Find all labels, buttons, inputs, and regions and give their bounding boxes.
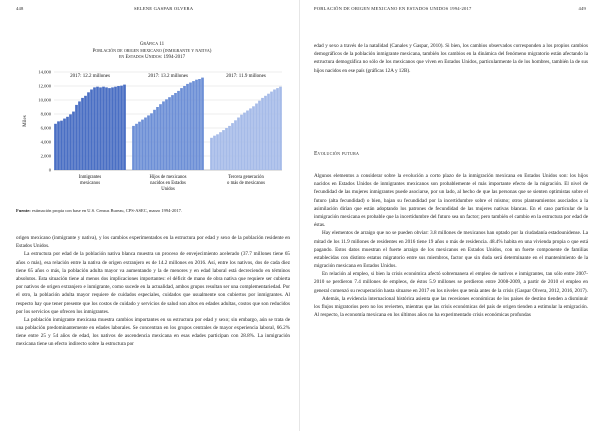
chart-bar <box>117 86 120 170</box>
y-axis-label: Miles <box>23 115 28 127</box>
y-tick-label: 4,000 <box>40 139 51 145</box>
chart-bar <box>246 111 249 171</box>
chart-bar <box>63 119 66 170</box>
figure-title-line2: en Estados Unidos: 1994-2017 <box>118 55 186 61</box>
category-label: mexicanos <box>79 181 101 186</box>
chart-bar <box>162 101 165 170</box>
chart-bar <box>168 97 171 170</box>
chart-bar <box>198 79 201 170</box>
chart-bar <box>144 118 147 171</box>
right-page <box>300 0 600 431</box>
chart-bar <box>69 114 72 170</box>
chart-bar <box>264 96 267 170</box>
chart-bar <box>222 130 225 170</box>
left-paragraph: origen mexicano (inmigrante y nativa), y los cambios experimentados en la estructura por edad y sexo de la población residente en Estados Unidos. <box>16 235 290 250</box>
chart-bar <box>132 126 135 170</box>
chart-bar <box>255 104 258 171</box>
chart-bar <box>108 88 111 170</box>
right-top-text <box>314 42 588 75</box>
chart-bar <box>153 110 156 170</box>
figure-source-note <box>16 208 288 214</box>
right-page-number: 449 <box>578 6 586 11</box>
y-tick-label: 12,000 <box>38 83 51 89</box>
chart-bar <box>150 113 153 170</box>
chart-bar <box>111 87 114 170</box>
source-note-label: Fuente: <box>16 208 31 213</box>
y-tick-label: 6,000 <box>40 125 51 131</box>
figure-title-line1: Población de origen mexicano (inmigrante y nativa) <box>92 48 212 54</box>
chart-bar <box>60 121 63 170</box>
chart-bar <box>258 101 261 170</box>
right-running-head: POBLACIÓN DE ORIGEN MEXICANO EN ESTADOS UNIDOS 1994-2017 <box>314 6 472 11</box>
chart-bar <box>237 118 240 171</box>
figure-number: Gráfica 11 <box>139 42 165 47</box>
chart-bar <box>276 88 279 170</box>
chart-bar <box>84 96 87 170</box>
right-paragraph: edad y sexo a través de la natalidad (Canales y Gaspar, 2010). Si bien, los cambios observados corresponden a los propios cambios demográficos de la población inmigrante mexicana, también los cambios en la dinámica del fenómeno migratorio están afectando la estructura demográfica no sólo de los mexicanos que viven en Estados Unidos, particularmente la de los hombres, también la de sus hijos nacidos en ese país (gráficas 12A y 12B). <box>314 43 588 74</box>
category-label: nacidos en Estados <box>150 181 186 186</box>
left-body-text <box>16 234 290 349</box>
y-tick-label: 0 <box>48 167 51 173</box>
right-paragraph: En relación al empleo, si bien la crisis económica afectó sobremanera el empleo de nativos e inmigrantes, tan sólo entre 2007-2010 se perdieron 7.4 millones de empleos, de éstos 5.9 millones se perdieron entre 2008-2009, a partir de 2010 el empleo en general comenzó su recuperación hasta situarse en 2017 en los niveles que tenía antes de la crisis (Gaspar Olvera, 2012, 2016, 2017). <box>314 271 588 294</box>
chart-bar <box>195 80 198 170</box>
right-body-text <box>314 172 588 319</box>
chart-bar <box>159 104 162 170</box>
chart-bar <box>90 90 93 171</box>
chart-bar <box>240 115 243 170</box>
panel-annotation: 2017: 11.9 millones <box>226 74 266 79</box>
chart-bar <box>279 87 282 170</box>
section-title: Evolución futura <box>314 151 360 157</box>
category-label: Tercera generación <box>228 175 264 180</box>
category-label: Hijos de mexicanos <box>149 175 187 180</box>
chart-bar <box>213 136 216 170</box>
chart-bar <box>219 132 222 170</box>
left-paragraph: La población inmigrante mexicana muestra cambios importantes en su estructura por edad y sexo; sin embargo, aún se trata de una población predominantemente en edades laborales. Se concentran en los grupos centrales de mayor experiencia laboral, 66.2% tiene entre 25 y 54 años de edad, los nativos de ascendencia mexicana en esas edades participan con 28.8%. La inmigración mexicana tiene un efecto indirecto sobre la estructura por <box>16 316 290 348</box>
chart-bar <box>156 107 159 170</box>
right-paragraph: Hay elementos de arraigo que no se pueden obviar: 3.8 millones de mexicanos han optado por la ciudadanía estadounidense. La mitad de los 11.9 millones de residentes en 2016 tiene 19 años o más de residencia. 48.4% habita en una vivienda propia o que está pagando. Estos datos muestran el fuerte arraigo de los mexicanos en Estados Unidos, con un fuerte componente de familias establecidas con distinto estatus migratorio entre sus miembros, factor que sin duda será determinante en el mantenimiento de la migración mexicana en Estados Unidos. <box>314 230 588 270</box>
right-paragraph: Algunos elementos a considerar sobre la evolución a corto plazo de la inmigración mexicana en Estados Unidos son: los hijos nacidos en Estados Unidos de inmigrantes mexicanos son probablemente el más importante efecto de la migración. El nivel de fecundidad de las mujeres inmigrantes puede asociarse, por un lado, al hecho de que las personas que se sienten optimistas sobre el futuro (alta fecundidad) o bien, bajan su fecundidad por la incertidumbre sobre el mismo; otros planteamientos asociados a la asimilación dirían que están adoptando los patrones de fecundidad de las mujeres nativas blancas. En el caso particular de la inmigración mexicana es probable que la incertidumbre del futuro sea un factor; pero también el cambio en la estructura por edad de éstas. <box>314 173 588 229</box>
chart-bar <box>165 99 168 170</box>
chart-bar <box>267 94 270 170</box>
left-running-head: SELENE GASPAR OLVERA <box>134 6 194 11</box>
chart-bar <box>183 86 186 170</box>
source-note-text: estimación propia con base en U.S. Census Bureau, CPS-ASEC, marzo 1994-2017. <box>31 208 182 213</box>
chart-bar <box>210 138 213 170</box>
chart-bar <box>252 106 255 170</box>
chart-bar <box>249 108 252 170</box>
chart-bar <box>171 95 174 170</box>
chart-bar <box>72 112 75 170</box>
chart-bar <box>120 86 123 170</box>
category-label: Unidos <box>161 187 175 192</box>
chart-bar <box>123 85 126 170</box>
chart-bar <box>99 87 102 170</box>
chart-bar <box>135 124 138 170</box>
chart-bar <box>96 87 99 170</box>
chart-bar <box>243 113 246 170</box>
left-page-number: 448 <box>16 6 24 11</box>
chart-bar <box>54 124 57 170</box>
chart-bar <box>75 105 78 170</box>
panel-annotation: 2017: 12.2 millones <box>70 74 110 79</box>
chart-bar <box>189 83 192 171</box>
chart-bar <box>180 88 183 170</box>
y-tick-label: 2,000 <box>40 153 51 159</box>
chart-bar <box>93 87 96 170</box>
chart-bar <box>174 93 177 170</box>
chart-bar <box>225 128 228 170</box>
population-bar-chart <box>16 66 288 206</box>
chart-bar <box>186 84 189 170</box>
chart-bar <box>78 101 81 170</box>
chart-bar <box>273 90 276 171</box>
chart-bar <box>270 92 273 170</box>
chart-bar <box>102 87 105 170</box>
chart-bar <box>201 78 204 170</box>
y-tick-label: 14,000 <box>38 69 51 75</box>
chart-bar <box>66 117 69 170</box>
chart-bar <box>57 121 60 170</box>
chart-bar <box>141 120 144 170</box>
panel-annotation: 2017: 13.2 millones <box>148 74 188 79</box>
category-label: o más de mexicanos <box>227 181 265 186</box>
y-tick-label: 8,000 <box>40 111 51 117</box>
right-paragraph: Además, la evidencia internacional histórica asienta que las recesiones económicas de los países de destino tienden a disminuir los flujos migratorios pero no los revierten, mientras que las crisis económicas del país de origen tienden a estimular la emigración. Al respecto, la economía mexicana en los últimos años no ha experimentado crisis económicas profundas <box>314 295 588 319</box>
chart-bar <box>81 98 84 170</box>
chart-bar <box>234 120 237 170</box>
left-paragraph: La estructura por edad de la población nativa blanca muestra un proceso de envejecimiento acelerado (37.7 millones tiene 65 años o más), esa relación entre la nativa de origen extranjero es de 14.2 millones en 2016. Así, entre los nativos, dos de cada diez tiene 65 años o más, la población adulta mayor va aumentando y la de menores y en edad laboral está decreciendo en términos absolutos. Esta situación tiene al menos dos implicaciones importantes: el déficit de mano de obra nativa que requiere ser cubierta por nativos de origen extranjero e inmigrante, como sucede en la actualidad, ambos grupos resultan ser una complementariedad. Por el otro, la población adulta mayor requiere de cuidados especiales, cuidados que usualmente son cubiertos por inmigrantes. Al respecto hay que tener presente que los costos de cuidado y servicios de salud son altos en edades adultas, costos que son reducidos por los servicios que ofrecen los inmigrantes. <box>16 251 290 315</box>
chart-bar <box>216 134 219 170</box>
chart-bar <box>138 122 141 170</box>
category-label: Inmigrantes <box>78 175 102 180</box>
chart-bar <box>105 87 108 170</box>
figure-title <box>16 42 288 62</box>
chart-bar <box>147 115 150 170</box>
chart-bar <box>228 126 231 170</box>
chart-bar <box>114 87 117 170</box>
chart-bar <box>261 98 264 170</box>
chart-bar <box>231 123 234 170</box>
chart-bar <box>177 91 180 170</box>
y-tick-label: 10,000 <box>38 97 51 103</box>
chart-bar <box>192 81 195 170</box>
chart-bar <box>87 92 90 170</box>
